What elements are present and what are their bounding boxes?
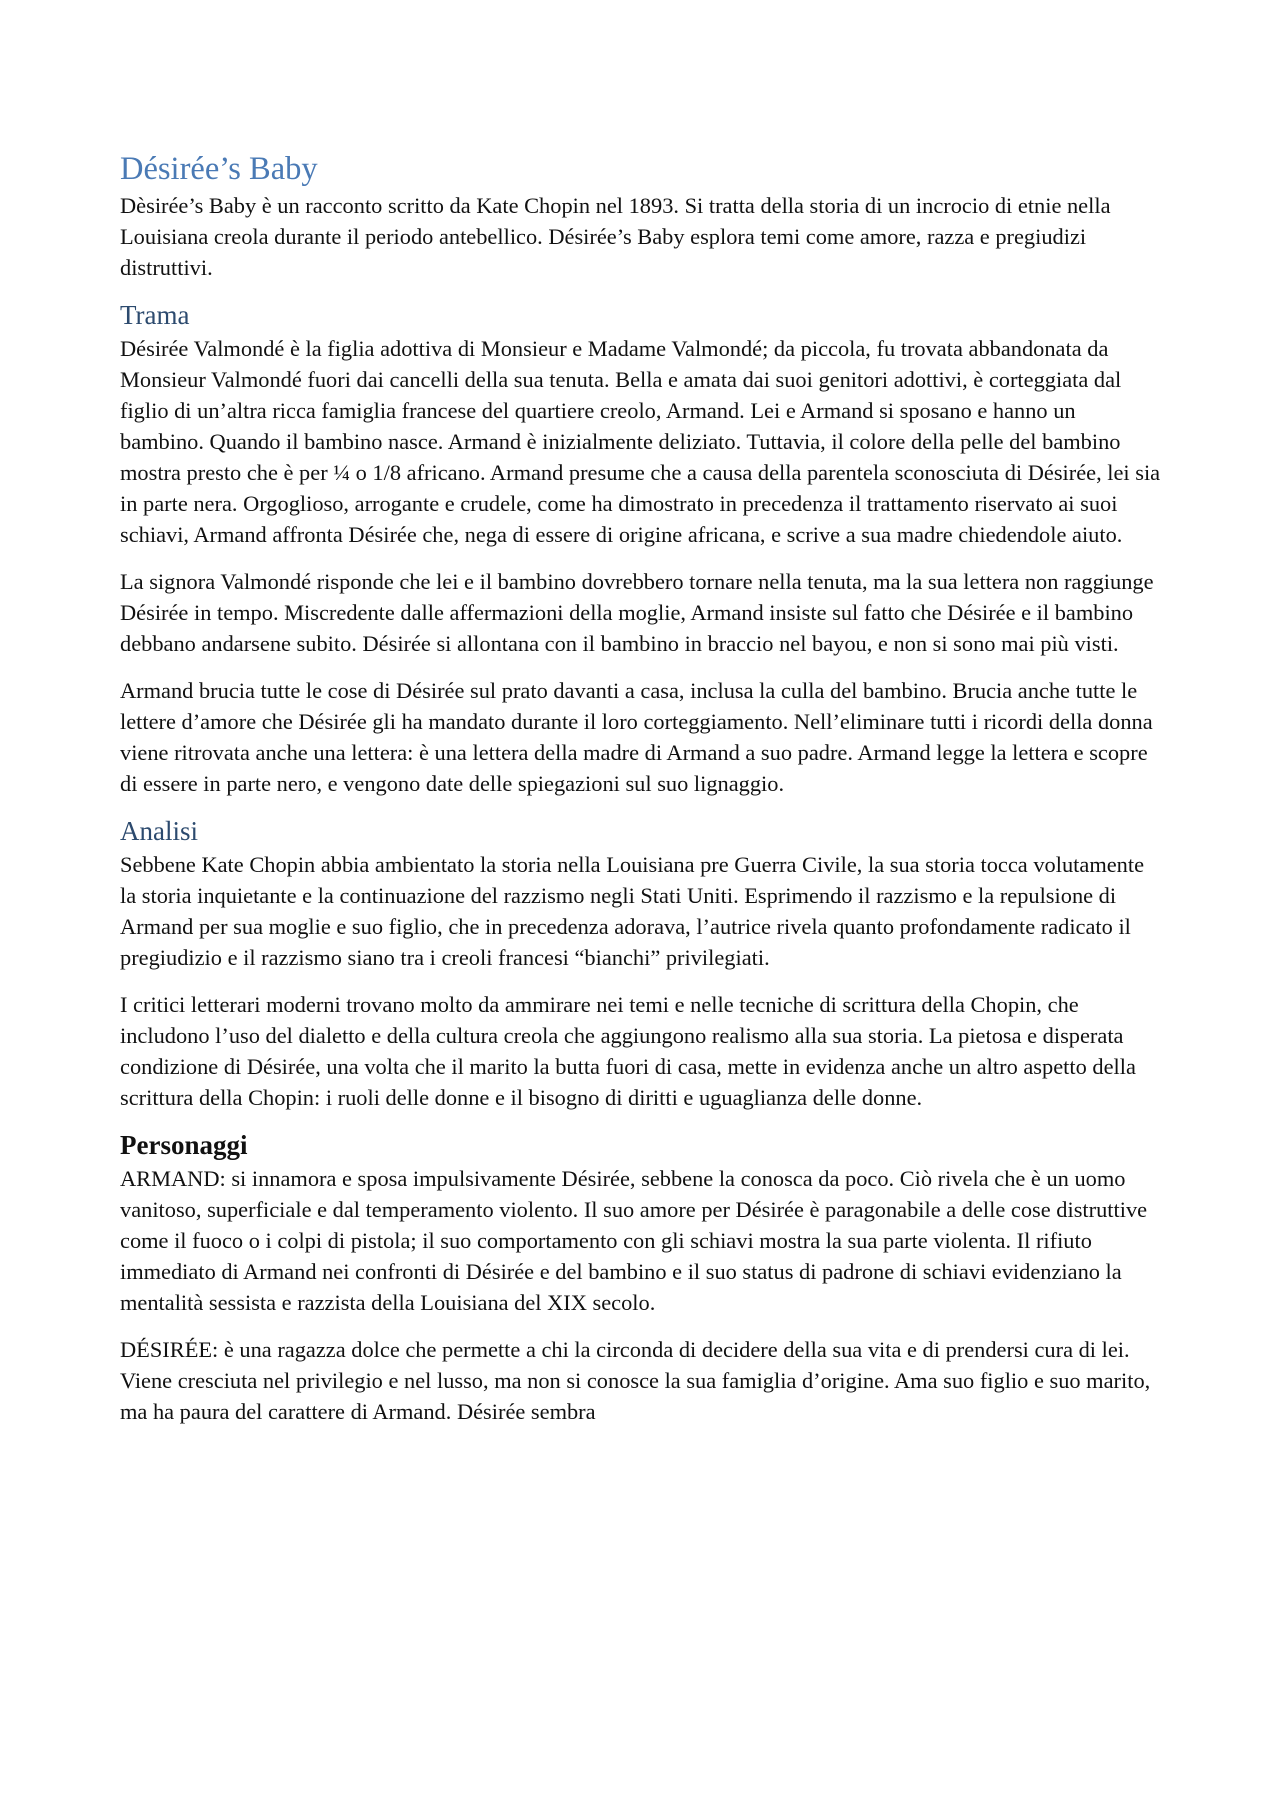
trama-paragraph: Désirée Valmondé è la figlia adottiva di Monsieur e Madame Valmondé; da piccola, fu trovata abbandonata da Monsieur Valmondé fuori dai cancelli della sua tenuta. Bella e amata dai suoi genitori adottivi, è corteggiata dal figlio di un’altra ricca famiglia francese del quartiere creolo, Armand. Lei e Armand si sposano e hanno un bambino. Quando il bambino nasce. Armand è inizialmente deliziato. Tuttavia, il colore della pelle del bambino mostra presto che è per ¼ o 1/8 africano. Armand presume che a causa della parentela sconosciuta di Désirée, lei sia in parte nera. Orgoglioso, arrogante e crudele, come ha dimostrato in precedenza il trattamento riservato ai suoi schiavi, Armand affronta Désirée che, nega di essere di origine africana, e scrive a sua madre chiedendole aiuto. [120, 336, 1161, 547]
analisi-paragraph: Sebbene Kate Chopin abbia ambientato la storia nella Louisiana pre Guerra Civile, la sua storia tocca volutamente la storia inquietante e la continuazione del razzismo negli Stati Uniti. Esprimendo il razzismo e la repulsione di Armand per sua moglie e suo figlio, che in precedenza adorava, l’autrice rivela quanto profondamente radicato il pregiudizio e il razzismo siano tra i creoli francesi “bianchi” privilegiati. [120, 852, 1145, 970]
trama-paragraph: Armand brucia tutte le cose di Désirée sul prato davanti a casa, inclusa la culla del bambino. Brucia anche tutte le lettere d’amore che Désirée gli ha mandato durante il loro corteggiamento. Nell’eliminare tutti i ricordi della donna viene ritrovata anche una lettera: è una lettera della madre di Armand a suo padre. Armand legge la lettera e scopre di essere in parte nero, e vengono date delle spiegazioni sul suo lignaggio. [120, 678, 1153, 796]
section-heading-personaggi: Personaggi [120, 1130, 248, 1160]
document-page [120, 150, 1165, 1443]
personaggi-paragraph: ARMAND: si innamora e sposa impulsivamente Désirée, sebbene la conosca da poco. Ciò rivela che è un uomo vanitoso, superficiale e dal temperamento violento. Il suo amore per Désirée è paragonabile a delle cose distruttive come il fuoco o i colpi di pistola; il suo comportamento con gli schiavi mostra la sua parte violenta. Il rifiuto immediato di Armand nei confronti di Désirée e del bambino e il suo status di padrone di schiavi evidenziano la mentalità sessista e razzista della Louisiana del XIX secolo. [120, 1166, 1148, 1315]
document-title: Désirée’s Baby [120, 151, 318, 187]
personaggi-paragraph: DÉSIRÉE: è una ragazza dolce che permette a chi la circonda di decidere della sua vita e di prendersi cura di lei. Viene cresciuta nel privilegio e nel lusso, ma non si conosce la sua famiglia d’origine. Ama suo figlio e suo marito, ma ha paura del carattere di Armand. Désirée sembra [120, 1337, 1151, 1424]
intro-paragraph: Dèsirée’s Baby è un racconto scritto da Kate Chopin nel 1893. Si tratta della storia di un incrocio di etnie nella Louisiana creola durante il periodo antebellico. Désirée’s Baby esplora temi come amore, razza e pregiudizi distruttivi. [120, 193, 1111, 280]
section-heading-trama: Trama [120, 300, 190, 330]
section-heading-analisi: Analisi [120, 816, 198, 846]
trama-paragraph: La signora Valmondé risponde che lei e il bambino dovrebbero tornare nella tenuta, ma la sua lettera non raggiunge Désirée in tempo. Miscredente dalle affermazioni della moglie, Armand insiste sul fatto che Désirée e il bambino debbano andarsene subito. Désirée si allontana con il bambino in braccio nel bayou, e non si sono mai più visti. [120, 569, 1154, 656]
analisi-paragraph: I critici letterari moderni trovano molto da ammirare nei temi e nelle tecniche di scrittura della Chopin, che includono l’uso del dialetto e della cultura creola che aggiungono realismo alla sua storia. La pietosa e disperata condizione di Désirée, una volta che il marito la butta fuori di casa, mette in evidenza anche un altro aspetto della scrittura della Chopin: i ruoli delle donne e il bisogno di diritti e uguaglianza delle donne. [120, 992, 1136, 1110]
